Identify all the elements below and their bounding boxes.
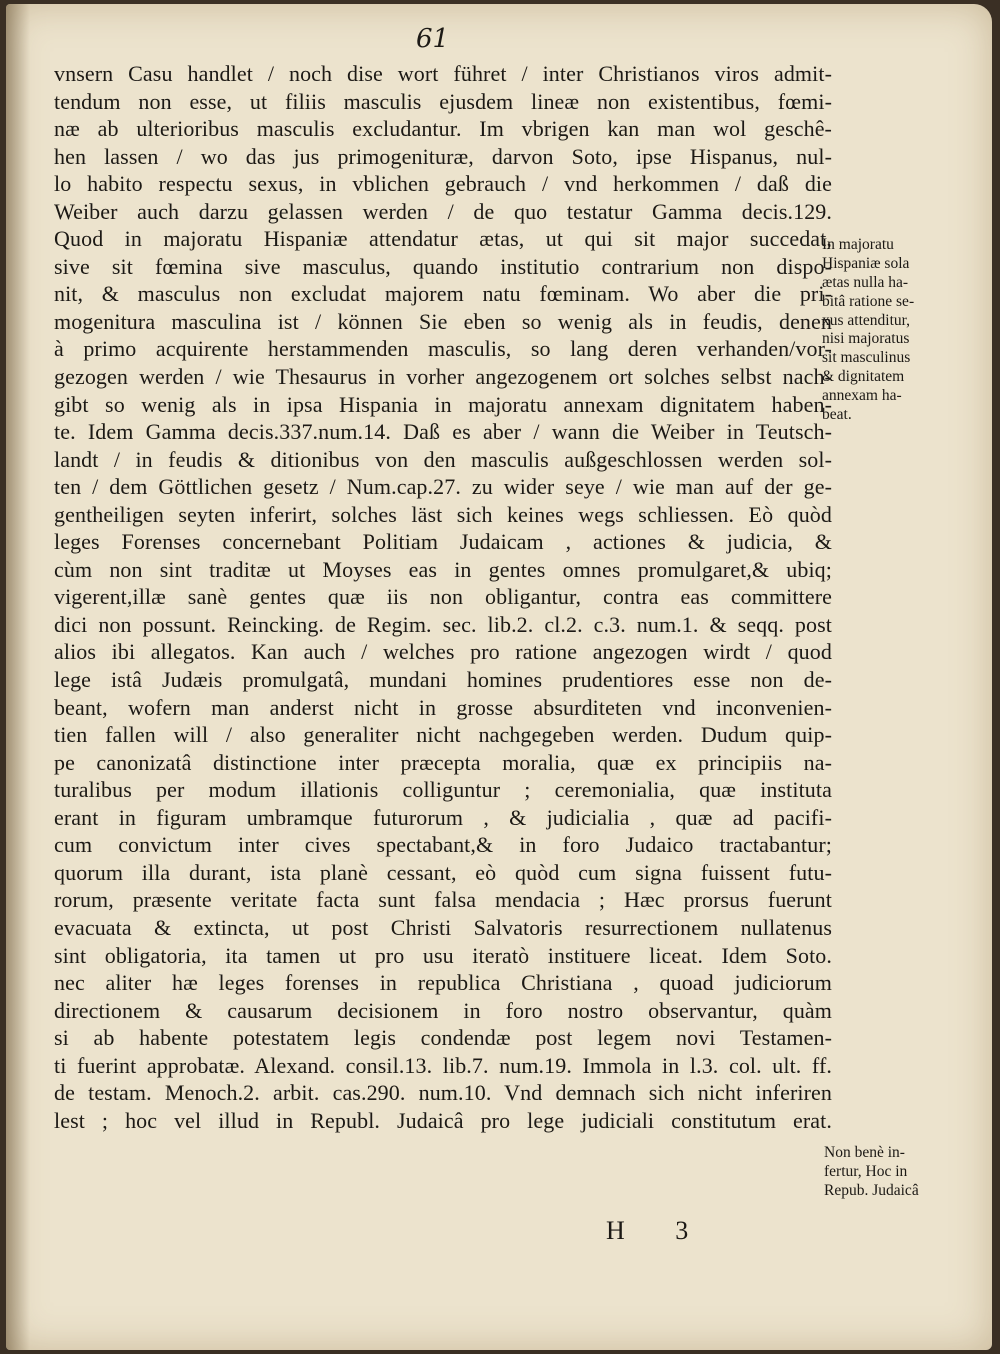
- text-line: vnsern Casu handlet / noch dise wort führet / inter Christianos viros admit-: [54, 61, 832, 86]
- margin-note-line: xus attenditur,: [822, 311, 911, 329]
- text-line: nec aliter hæ leges forenses in republica Christiana , quoad judiciorum: [54, 970, 832, 996]
- margin-note-line: nisi majoratus: [822, 330, 910, 348]
- text-line: quorum illa durant, ista planè cessant, eò quòd cum signa fuissent futu-: [54, 859, 832, 885]
- margin-note-line: Hispaniæ sola: [822, 254, 910, 272]
- margin-note-line: annexam ha-: [822, 387, 902, 405]
- text-line: Quod in majoratu Hispaniæ attendatur ætas, ut qui sit major succedat,: [54, 226, 832, 252]
- text-line: cum convictum inter cives spectabant,& in foro Judaico tractabantur;: [54, 832, 832, 858]
- page-gutter-shadow: [6, 4, 30, 1350]
- text-line: mogenitura masculina ist / können Sie eben so wenig als in feudis, denen: [54, 308, 832, 334]
- signature-mark: H 3: [606, 1216, 711, 1245]
- text-line: sive sit fœmina sive masculus, quando institutio contrarium non dispo-: [54, 253, 832, 279]
- text-line: evacuata & extincta, ut post Christi Salvatoris resurrectionem nullatenus: [54, 914, 832, 940]
- text-line: vigerent,illæ sanè gentes quæ iis non obligantur, contra eas committere: [54, 584, 832, 610]
- text-line: lo habito respectu sexus, in vblichen gebrauch / vnd herkommen / daß die: [54, 171, 832, 197]
- text-line: landt / in feudis & ditionibus von den masculis außgeschlossen werden sol-: [54, 446, 832, 472]
- text-line: alios ibi allegatos. Kan auch / welches pro ratione angezogen wirdt / quod: [54, 639, 832, 665]
- text-line: lege istâ Judæis promulgatâ, mundani homines prudentiores esse non de-: [54, 667, 832, 693]
- text-line: de testam. Menoch.2. arbit. cas.290. num.10. Vnd demnach sich nicht inferiren: [54, 1080, 832, 1106]
- main-text-block: [54, 60, 832, 1134]
- text-line: gibt so wenig als in ipsa Hispania in majoratu annexam dignitatem haben-: [54, 391, 832, 417]
- text-line: gentheiligen seyten inferirt, solches läst sich keines wegs schliessen. Eò quòd: [54, 501, 832, 527]
- text-line: cùm non sint traditæ ut Moyses eas in gentes omnes promulgaret,& ubiq;: [54, 556, 832, 582]
- margin-note-non-bene: [824, 1144, 958, 1201]
- margin-note-line: Non benè in-: [824, 1144, 905, 1161]
- text-line: beant, wofern man anderst nicht in grosse absurditeten vnd inconvenien-: [54, 694, 832, 720]
- text-line: turalibus per modum illationis colliguntur ; ceremonialia, quæ instituta: [54, 777, 832, 803]
- text-line: Weiber auch darzu gelassen werden / de quo testatur Gamma decis.129.: [54, 198, 832, 224]
- text-line: à primo acquirente herstammenden masculis, so lang deren verhanden/vor-: [54, 336, 832, 362]
- text-line: nit, & masculus non excludat majorem natu fœminam. Wo aber die pri-: [54, 281, 832, 307]
- text-line: næ ab ulterioribus masculis excludantur. Im vbrigen kan man wol geschê-: [54, 116, 832, 142]
- text-line: lest ; hoc vel illud in Republ. Judaicâ pro lege judiciali constitutum erat.: [54, 1107, 832, 1133]
- text-line: pe canonizatâ distinctione inter præcepta moralia, quæ ex principiis na-: [54, 749, 832, 775]
- page-number: 61: [416, 24, 450, 54]
- text-line: si ab habente potestatem legis condendæ post legem novi Testamen-: [54, 1025, 832, 1051]
- text-line: directionem & causarum decisionem in foro nostro observantur, quàm: [54, 997, 832, 1023]
- text-line: ti fuerint approbatæ. Alexand. consil.13. lib.7. num.19. Immola in l.3. col. ult. ff.: [54, 1052, 832, 1078]
- text-line: hen lassen / wo das jus primogenituræ, darvon Soto, ipse Hispanus, nul-: [54, 143, 832, 169]
- margin-note-line: In majoratu: [822, 236, 894, 253]
- margin-note-line: fertur, Hoc in: [824, 1162, 908, 1180]
- text-line: ten / dem Göttlichen gesetz / Num.cap.27. zu wider seye / wie man auf der ge-: [54, 474, 832, 500]
- margin-note-line: & dignitatem: [822, 368, 905, 386]
- margin-note-line: sit masculinus: [822, 349, 911, 367]
- text-line: gezogen werden / wie Thesaurus in vorher angezogenem ort solches selbst nach-: [54, 364, 832, 390]
- text-line: sint obligatoria, ita tamen ut pro usu iteratò instituere liceat. Idem Soto.: [54, 942, 832, 968]
- margin-note-line: beat.: [822, 406, 852, 424]
- text-line: rorum, præsente veritate facta sunt falsa mendacia ; Hæc prorsus fuerunt: [54, 887, 832, 913]
- text-line: leges Forenses concernebant Politiam Judaicam , actiones & judicia, &: [54, 529, 832, 555]
- margin-note-line: Repub. Judaicâ: [824, 1181, 919, 1199]
- text-line: tendum non esse, ut filiis masculis ejusdem lineæ non existentibus, fœmi-: [54, 88, 832, 114]
- book-page: [6, 4, 992, 1350]
- margin-note-line: bitâ ratione se-: [822, 292, 915, 310]
- text-line: erant in figuram umbramque futurorum , & judicialia , quæ ad pacifi-: [54, 804, 832, 830]
- margin-note-majoratu: [822, 236, 956, 425]
- margin-note-line: ætas nulla ha-: [822, 273, 909, 291]
- text-line: te. Idem Gamma decis.337.num.14. Daß es aber / wann die Weiber in Teutsch-: [54, 419, 832, 445]
- text-line: dici non possunt. Reincking. de Regim. sec. lib.2. cl.2. c.3. num.1. & seqq. post: [54, 611, 832, 637]
- text-line: tien fallen will / also generaliter nicht nachgegeben werden. Dudum quip-: [54, 722, 832, 748]
